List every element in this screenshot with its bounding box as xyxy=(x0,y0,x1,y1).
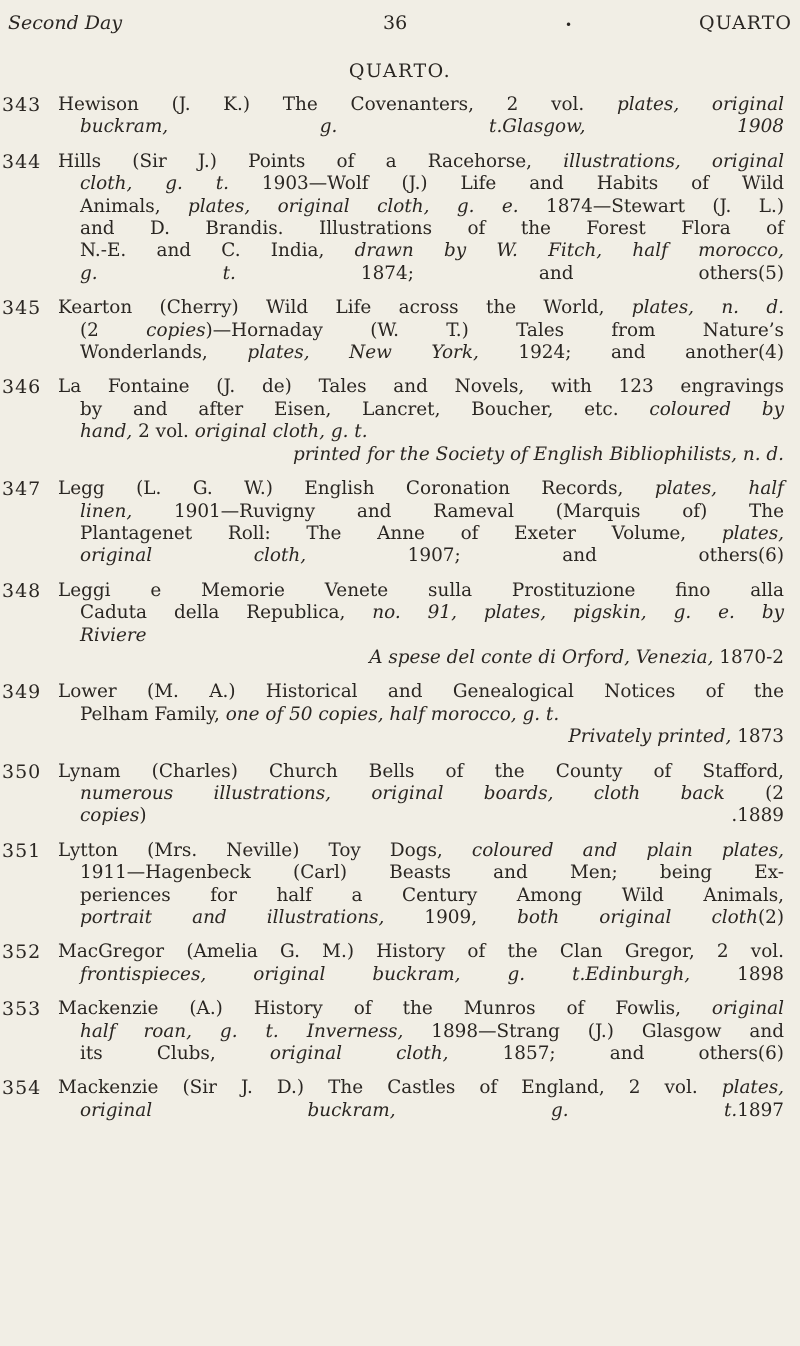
lot-line: Wonderlands, plates, New York, 1924; and another(4) xyxy=(80,342,784,364)
running-head-day: Second Day xyxy=(8,12,123,34)
lot-number: 350 xyxy=(2,760,42,783)
lot-line: periences for half a Century Among Wild Animals, xyxy=(80,884,784,906)
page-number: 36 xyxy=(383,12,408,34)
lot-entry xyxy=(0,998,800,1065)
lot-entry xyxy=(0,94,800,139)
lot-description xyxy=(58,94,784,139)
lot-description xyxy=(58,1077,784,1122)
lot-line: cloth, g. t. 1903—Wolf (J.) Life and Habits of Wild xyxy=(80,173,784,195)
lot-line: La Fontaine (J. de) Tales and Novels, with 123 engravings xyxy=(58,376,784,398)
lot-number: 351 xyxy=(2,839,42,862)
lot-line: hand, 2 vol. original cloth, g. t. xyxy=(80,421,368,443)
lot-description xyxy=(58,297,784,364)
lot-entry xyxy=(0,580,800,670)
lot-entry xyxy=(0,941,800,986)
lot-line: Privately printed, 1873 xyxy=(568,726,784,748)
lot-entry xyxy=(0,478,800,568)
lot-entry xyxy=(0,1077,800,1122)
lot-description xyxy=(58,478,784,568)
lot-line: half roan, g. t. Inverness, 1898—Strang (J.) Glasgow and xyxy=(80,1020,784,1042)
lot-line: portrait and illustrations, 1909, both original cloth(2) xyxy=(80,907,784,928)
lot-line: copies) .1889 xyxy=(80,805,784,827)
lot-line: Riviere xyxy=(80,624,147,646)
lot-number: 348 xyxy=(2,579,42,602)
lot-entry xyxy=(0,681,800,748)
lot-line: numerous illustrations, original boards, cloth back (2 xyxy=(80,782,784,804)
lot-line: (2 copies)—Hornaday (W. T.) Tales from Nature’s xyxy=(80,319,784,341)
lot-description xyxy=(58,840,784,930)
lot-line: original cloth, 1907; and others(6) xyxy=(80,545,784,567)
lot-number: 344 xyxy=(2,150,42,173)
lot-line: buckram, g. t.Glasgow, 1908 xyxy=(80,116,784,138)
lot-description xyxy=(58,998,784,1065)
running-head-section: QUARTO xyxy=(699,12,792,34)
lot-number: 346 xyxy=(2,376,42,399)
lot-entry xyxy=(0,376,800,466)
lot-description xyxy=(58,941,784,986)
lot-description xyxy=(58,376,784,466)
lot-list xyxy=(0,94,800,1134)
lot-number: 354 xyxy=(2,1077,42,1100)
lot-line: Hewison (J. K.) The Covenanters, 2 vol. plates, original xyxy=(58,94,784,115)
lot-entry xyxy=(0,761,800,828)
lot-line: Hills (Sir J.) Points of a Racehorse, illustrations, original xyxy=(58,150,785,172)
lot-line: Animals, plates, original cloth, g. e. 1874—Stewart (J. L.) xyxy=(80,195,784,217)
lot-line: MacGregor (Amelia G. M.) History of the Clan Gregor, 2 vol. xyxy=(58,941,784,963)
lot-line: Kearton (Cherry) Wild Life across the World, plates, n. d. xyxy=(58,297,784,319)
lot-line: linen, 1901—Ruvigny and Rameval (Marquis of) The xyxy=(80,500,784,522)
lot-line: Mackenzie (Sir J. D.) The Castles of England, 2 vol. plates, xyxy=(58,1077,784,1099)
lot-line: Legg (L. G. W.) English Coronation Records, plates, half xyxy=(58,478,784,500)
lot-number: 343 xyxy=(2,94,42,116)
lot-line: its Clubs, original cloth, 1857; and others(6) xyxy=(80,1043,784,1065)
lot-line: N.-E. and C. India, drawn by W. Fitch, half morocco, xyxy=(80,240,785,262)
lot-line: Pelham Family, one of 50 copies, half morocco, g. t. xyxy=(80,703,560,725)
lot-number: 349 xyxy=(2,681,42,704)
lot-line: Lower (M. A.) Historical and Genealogical Notices of the xyxy=(58,681,784,703)
lot-line: frontispieces, original buckram, g. t.Edinburgh, 1898 xyxy=(80,963,784,985)
lot-description xyxy=(58,761,784,828)
lot-line: by and after Eisen, Lancret, Boucher, etc. coloured by xyxy=(80,398,784,420)
lot-line: and D. Brandis. Illustrations of the Forest Flora of xyxy=(80,218,784,240)
lot-description xyxy=(58,151,784,285)
lot-line: printed for the Society of English Bibliophilists, n. d. xyxy=(292,443,784,465)
lot-number: 353 xyxy=(2,998,42,1021)
lot-line: Mackenzie (A.) History of the Munros of Fowlis, original xyxy=(58,998,784,1020)
lot-line: Caduta della Republica, no. 91, plates, pigskin, g. e. by xyxy=(80,602,784,624)
lot-line: Plantagenet Roll: The Anne of Exeter Volume, plates, xyxy=(80,522,784,544)
lot-entry xyxy=(0,840,800,930)
lot-number: 347 xyxy=(2,478,42,501)
lot-description xyxy=(58,580,784,670)
lot-line: Lynam (Charles) Church Bells of the County of Stafford, xyxy=(58,760,784,782)
section-title: QUARTO. xyxy=(348,60,452,82)
lot-number: 352 xyxy=(2,941,42,964)
lot-entry xyxy=(0,297,800,364)
lot-line: Leggi e Memorie Venete sulla Prostituzione fino alla xyxy=(58,579,784,601)
lot-entry xyxy=(0,151,800,285)
running-head-mark: • xyxy=(565,18,573,32)
lot-description xyxy=(58,681,784,748)
lot-line: A spese del conte di Orford, Venezia, 1870-2 xyxy=(369,646,784,668)
lot-line: Lytton (Mrs. Neville) Toy Dogs, coloured and plain plates, xyxy=(58,839,784,861)
running-head xyxy=(8,12,792,38)
lot-line: 1911—Hagenbeck (Carl) Beasts and Men; being Ex- xyxy=(80,862,784,884)
lot-line: g. t. 1874; and others(5) xyxy=(80,262,784,284)
lot-line: original buckram, g. t.1897 xyxy=(80,1099,784,1121)
lot-number: 345 xyxy=(2,297,42,320)
